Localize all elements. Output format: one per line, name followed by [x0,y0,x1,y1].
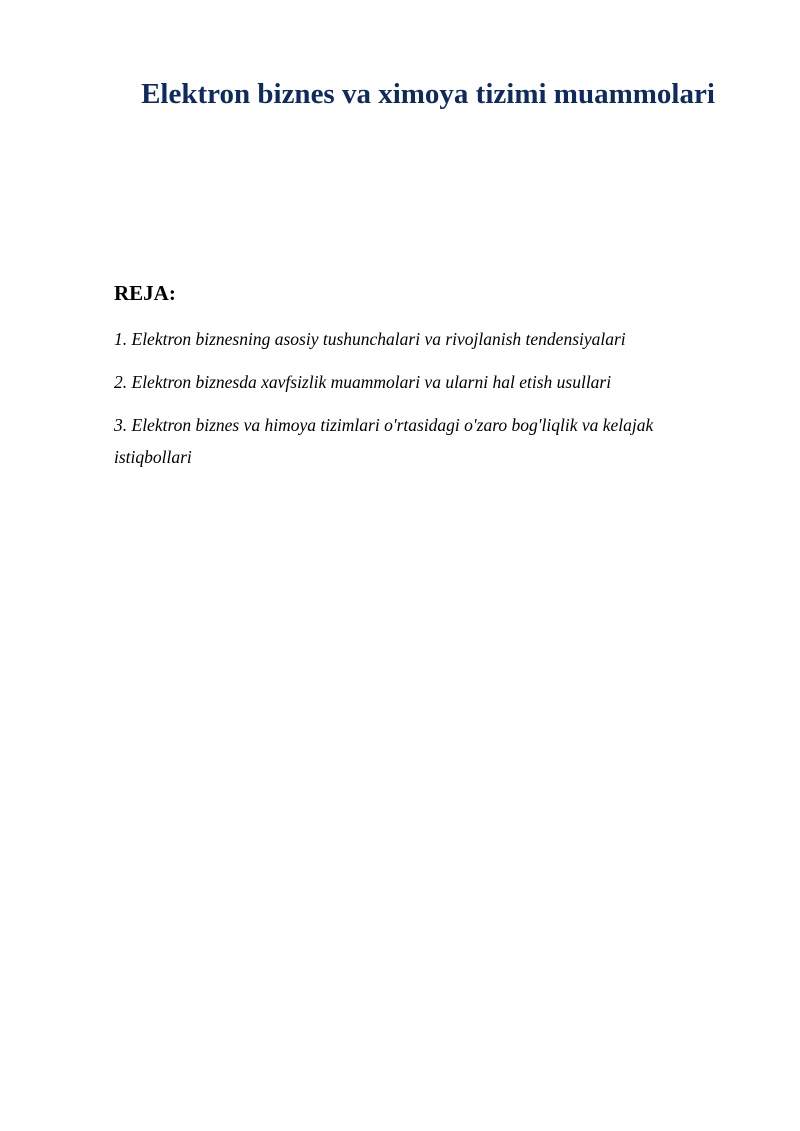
plan-heading: REJA: [114,281,176,305]
plan-list [114,323,714,484]
plan-item-1: 1. Elektron biznesning asosiy tushunchalari va rivojlanish tendensiyalari [114,329,626,349]
document-title: Elektron biznes va ximoya tizimi muammolari [141,78,715,110]
plan-item-3: 3. Elektron biznes va himoya tizimlari o'rtasidagi o'zaro bog'liqlik va kelajak istiqbollari [114,415,654,467]
plan-item-2: 2. Elektron biznesda xavfsizlik muammolari va ularni hal etish usullari [114,372,612,392]
